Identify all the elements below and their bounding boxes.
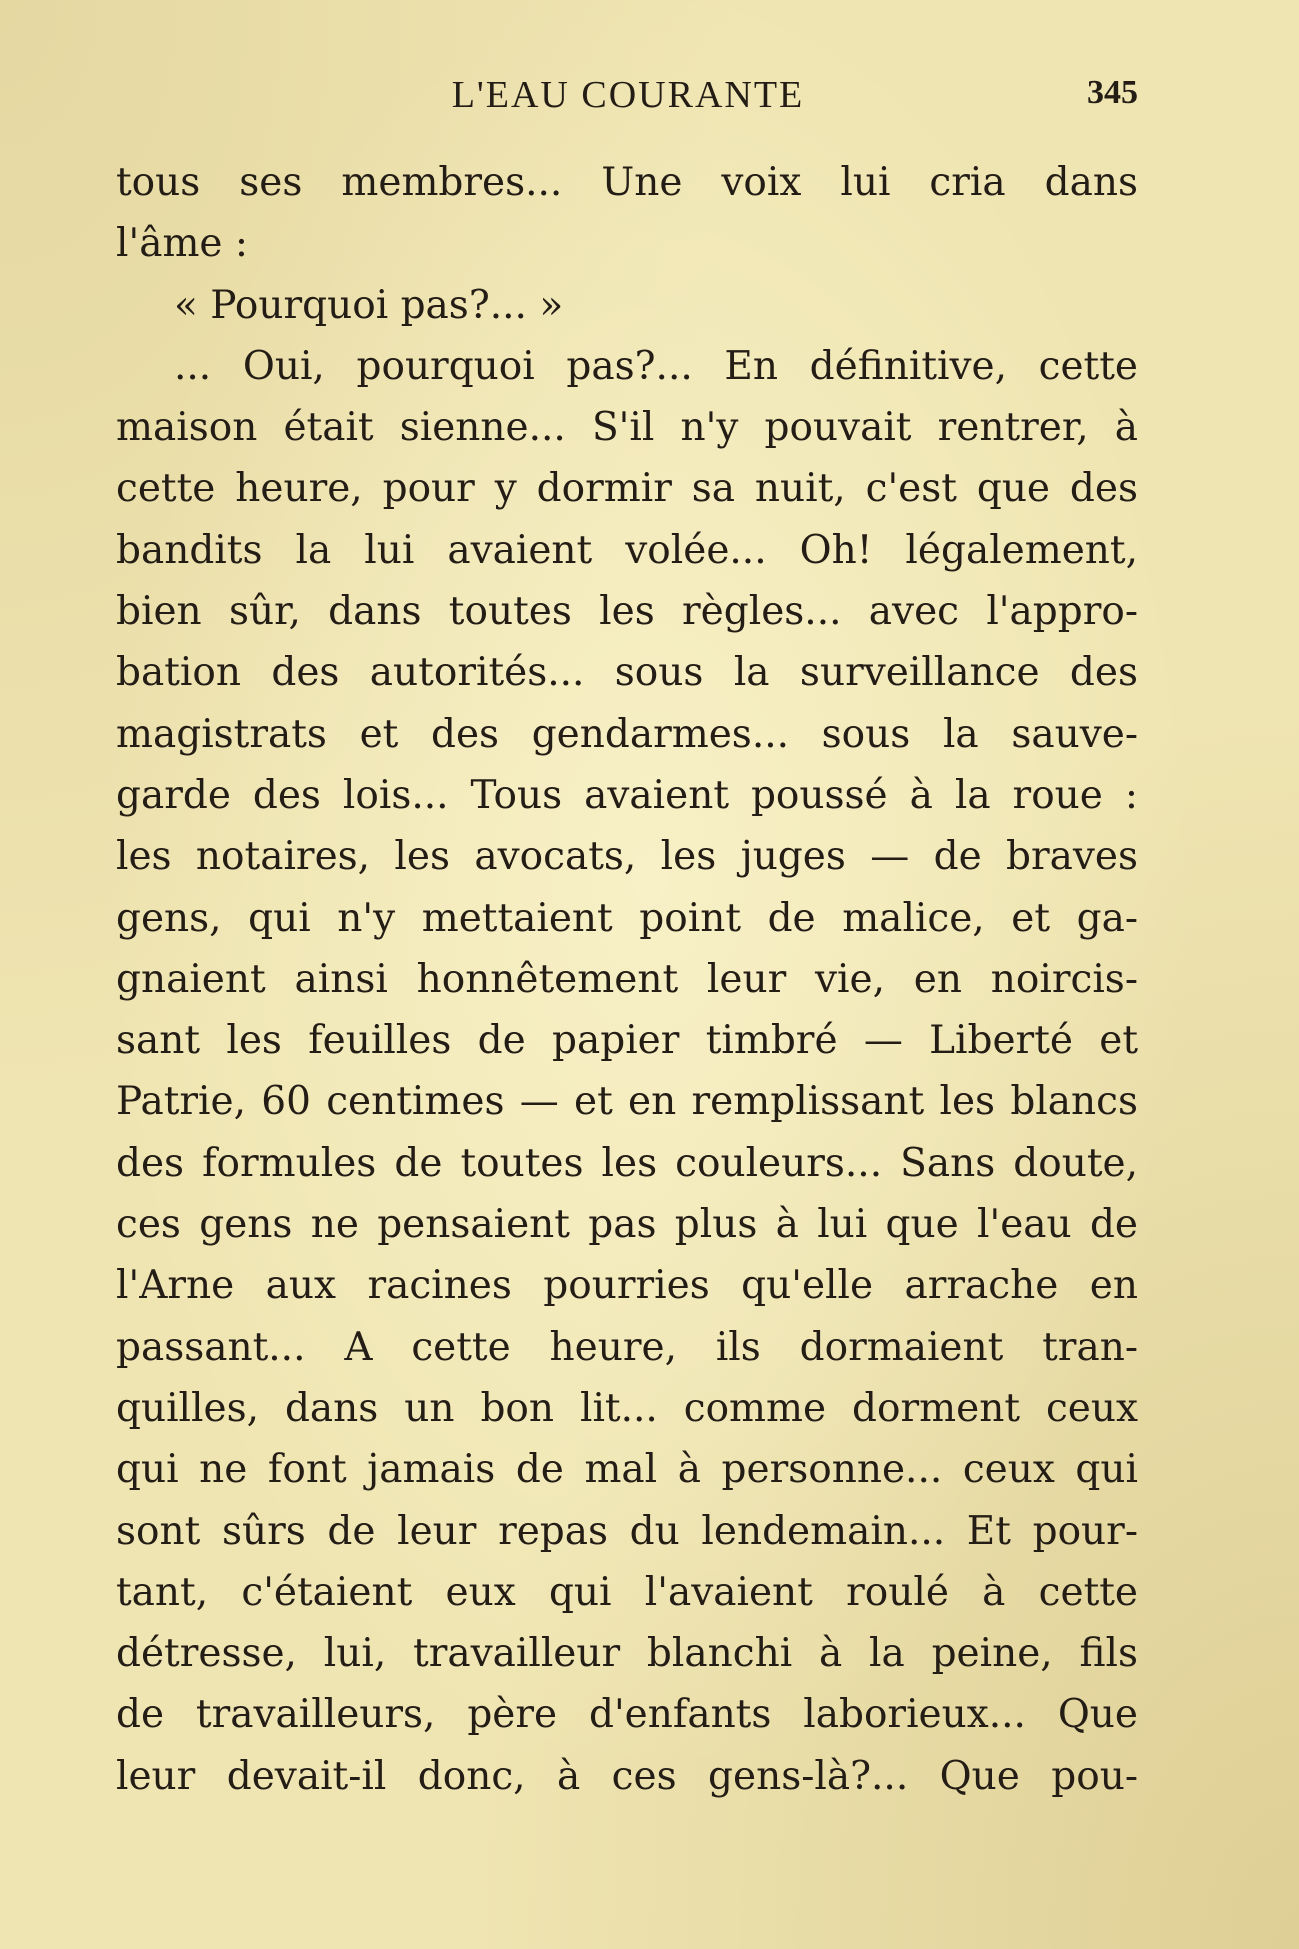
page-number: 345 (1087, 74, 1138, 111)
text-line: bandits la lui avaient volée... Oh! légalement, (116, 527, 1138, 573)
text-line: ... Oui, pourquoi pas?... En définitive, cette (174, 343, 1138, 389)
text-line: Patrie, 60 centimes — et en remplissant les blancs (116, 1079, 1138, 1125)
text-line: détresse, lui, travailleur blanchi à la peine, fils (116, 1631, 1138, 1677)
text-line: tant, c'étaient eux qui l'avaient roulé à cette (116, 1569, 1138, 1615)
page-header (118, 70, 1138, 120)
text-line: magistrats et des gendarmes... sous la sauve- (116, 711, 1138, 757)
text-line: bation des autorités... sous la surveillance des (116, 650, 1138, 696)
text-line: l'Arne aux racines pourries qu'elle arrache en (116, 1263, 1138, 1309)
running-title: L'EAU COURANTE (451, 74, 805, 116)
text-line: tous ses membres... Une voix lui cria dans (116, 160, 1138, 205)
text-line: quilles, dans un bon lit... comme dorment ceux (116, 1385, 1138, 1431)
text-line: cette heure, pour y dormir sa nuit, c'est que des (116, 466, 1138, 512)
body-text (116, 152, 1138, 1807)
text-line: maison était sienne... S'il n'y pouvait rentrer, à (116, 405, 1138, 451)
text-line: sont sûrs de leur repas du lendemain... Et pour- (116, 1508, 1138, 1554)
text-line: leur devait-il donc, à ces gens-là?... Que pou- (116, 1753, 1138, 1799)
text-line: qui ne font jamais de mal à personne... ceux qui (116, 1447, 1138, 1493)
text-line: passant... A cette heure, ils dormaient tran- (116, 1324, 1138, 1370)
text-line: ces gens ne pensaient pas plus à lui que l'eau de (116, 1202, 1138, 1248)
text-line: les notaires, les avocats, les juges — de braves (116, 834, 1138, 880)
text-line: de travailleurs, père d'enfants laborieux... Que (116, 1692, 1138, 1738)
text-line: bien sûr, dans toutes les règles... avec l'appro- (116, 589, 1138, 635)
text-line: l'âme : (116, 221, 249, 267)
text-line: sant les feuilles de papier timbré — Liberté et (116, 1018, 1138, 1064)
text-line: garde des lois... Tous avaient poussé à la roue : (116, 772, 1138, 818)
text-line: « Pourquoi pas?... » (174, 282, 564, 328)
text-line: gens, qui n'y mettaient point de malice, et ga- (116, 895, 1138, 941)
text-line: gnaient ainsi honnêtement leur vie, en noircis- (116, 956, 1138, 1002)
text-line: des formules de toutes les couleurs... Sans doute, (116, 1140, 1138, 1186)
